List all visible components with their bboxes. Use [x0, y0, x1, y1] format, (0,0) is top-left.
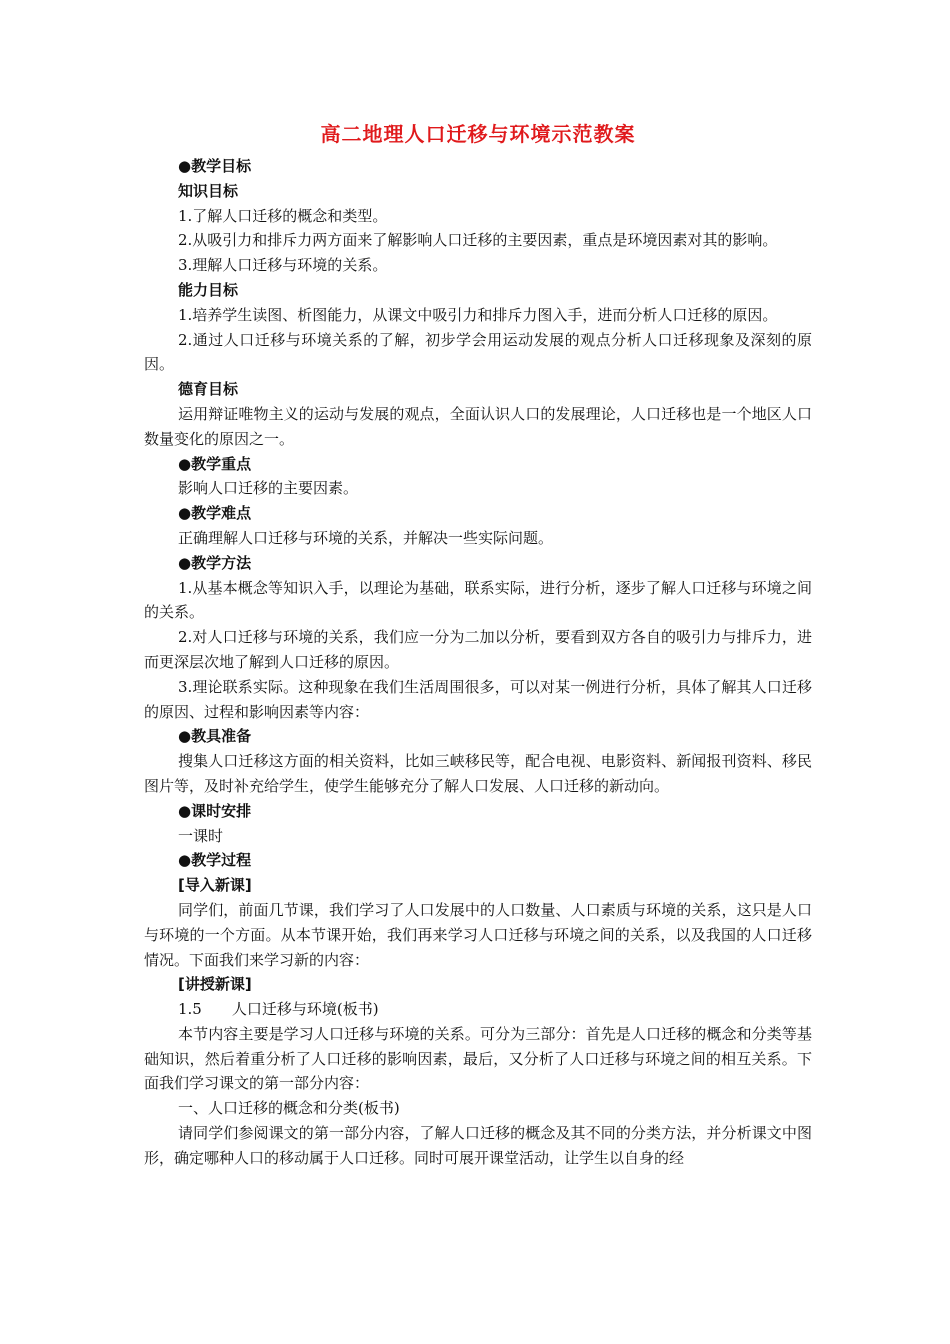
document-body [144, 154, 812, 1171]
paragraph: 1.了解人口迁移的概念和类型。 [178, 206, 388, 225]
paragraph: 请同学们参阅课文的第一部分内容，了解人口迁移的概念及其不同的分类方法，并分析课文中图形，确定哪种人口的移动属于人口迁移。同时可展开课堂活动，让学生以自身的经 [144, 1124, 812, 1167]
document-title: 高二地理人口迁移与环境示范教案 [320, 122, 636, 146]
paragraph: 1.5 人口迁移与环境(板书) [178, 1000, 379, 1019]
paragraph: 运用辩证唯物主义的运动与发展的观点，全面认识人口的发展理论，人口迁移也是一个地区人口数量变化的原因之一。 [144, 404, 812, 448]
paragraph: 2.从吸引力和排斥力两方面来了解影响人口迁移的主要因素，重点是环境因素对其的影响。 [178, 231, 778, 250]
paragraph: 1.培养学生读图、析图能力，从课文中吸引力和排斥力图入手，进而分析人口迁移的原因。 [178, 305, 778, 324]
paragraph: 2.通过人口迁移与环境关系的了解，初步学会用运动发展的观点分析人口迁移现象及深刻的原因。 [144, 330, 812, 374]
section-heading: 德育目标 [178, 380, 239, 399]
paragraph: 3.理解人口迁移与环境的关系。 [178, 256, 388, 275]
section-heading: ●课时安排 [178, 801, 252, 820]
section-heading: ●教学过程 [178, 851, 252, 870]
paragraph: 搜集人口迁移这方面的相关资料，比如三峡移民等，配合电视、电影资料、新闻报刊资料、移民图片等，及时补充给学生，使学生能够充分了解人口发展、人口迁移的新动向。 [144, 752, 812, 795]
section-heading: ●教具准备 [178, 727, 252, 746]
section-heading: ●教学方法 [178, 553, 252, 572]
section-heading: 知识目标 [178, 181, 239, 200]
paragraph: 3.理论联系实际。这种现象在我们生活周围很多，可以对某一例进行分析，具体了解其人口迁移的原因、过程和影响因素等内容： [144, 677, 812, 721]
section-heading: [讲授新课] [178, 975, 252, 994]
paragraph: 正确理解人口迁移与环境的关系，并解决一些实际问题。 [178, 528, 554, 547]
paragraph: 2.对人口迁移与环境的关系，我们应一分为二加以分析，要看到双方各自的吸引力与排斥力，进而更深层次地了解到人口迁移的原因。 [144, 628, 812, 671]
paragraph: 影响人口迁移的主要因素。 [178, 479, 359, 498]
section-heading: 能力目标 [178, 280, 239, 299]
paragraph: 一课时 [178, 826, 224, 845]
paragraph: 一、人口迁移的概念和分类(板书) [178, 1099, 400, 1118]
section-heading: ●教学重点 [178, 454, 252, 473]
paragraph: 1.从基本概念等知识入手，以理论为基础，联系实际，进行分析，逐步了解人口迁移与环境之间的关系。 [144, 578, 812, 622]
section-heading: [导入新课] [178, 876, 252, 895]
paragraph: 本节内容主要是学习人口迁移与环境的关系。可分为三部分：首先是人口迁移的概念和分类等基础知识，然后着重分析了人口迁移的影响因素，最后，又分析了人口迁移与环境之间的相互关系。下面我们学习课文的第一部分内容： [144, 1024, 812, 1093]
document-page [144, 120, 812, 1171]
section-heading: ●教学目标 [178, 157, 252, 175]
section-heading: ●教学难点 [178, 504, 252, 523]
paragraph: 同学们，前面几节课，我们学习了人口发展中的人口数量、人口素质与环境的关系，这只是人口与环境的一个方面。从本节课开始，我们再来学习人口迁移与环境之间的关系，以及我国的人口迁移情况。下面我们来学习新的内容： [144, 900, 812, 969]
